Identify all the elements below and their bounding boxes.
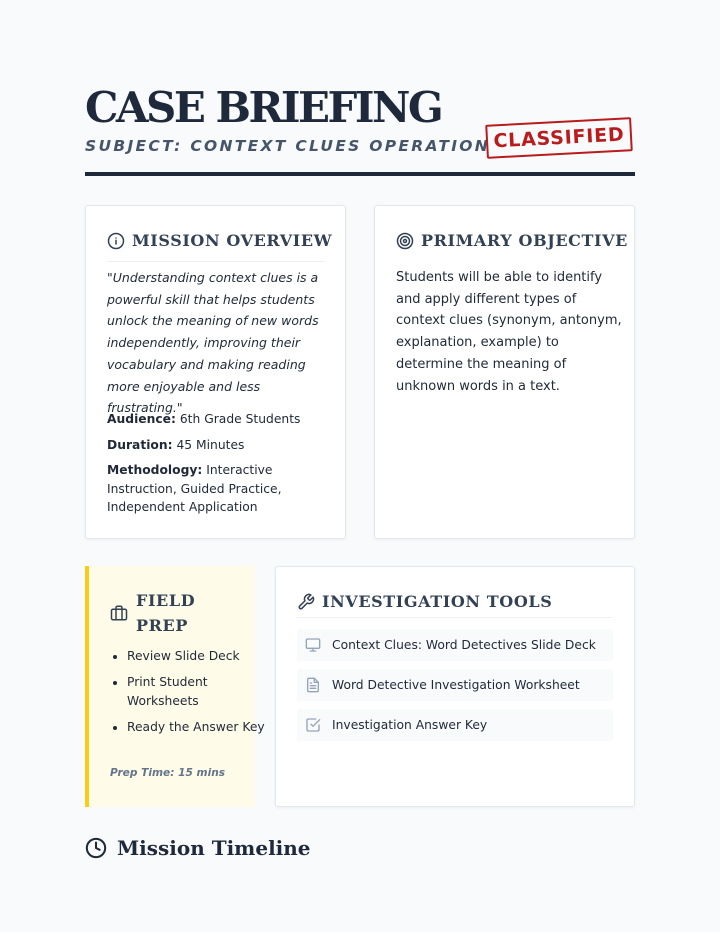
audience-line bbox=[107, 410, 332, 429]
monitor-icon bbox=[305, 637, 321, 653]
field-prep-card bbox=[85, 566, 265, 807]
primary-objective-card bbox=[374, 205, 635, 539]
briefcase-icon bbox=[110, 604, 128, 622]
duration-value: 45 Minutes bbox=[176, 438, 245, 452]
header-divider bbox=[85, 172, 635, 176]
methodology-label: Methodology: bbox=[107, 463, 203, 477]
clock-icon bbox=[85, 837, 107, 859]
classified-stamp: CLASSIFIED bbox=[485, 117, 633, 159]
methodology-line bbox=[107, 461, 332, 517]
methodology-value: Interactive Instruction, Guided Practice, Independent Application bbox=[107, 463, 282, 514]
document-icon bbox=[305, 677, 321, 693]
primary-objective-title: PRIMARY OBJECTIVE bbox=[421, 231, 628, 250]
tool-label: Context Clues: Word Detectives Slide Deck bbox=[332, 638, 596, 652]
mission-overview-heading bbox=[107, 231, 332, 250]
duration-line bbox=[107, 436, 332, 455]
audience-label: Audience: bbox=[107, 412, 176, 426]
page-title: CASE BRIEFING bbox=[85, 83, 442, 132]
heading-divider bbox=[297, 617, 613, 618]
tool-answer-key-link[interactable] bbox=[297, 709, 613, 741]
tool-slide-deck-link[interactable] bbox=[297, 629, 613, 661]
tool-label: Word Detective Investigation Worksheet bbox=[332, 678, 580, 692]
field-prep-title: FIELD PREP bbox=[136, 591, 196, 635]
wrench-icon bbox=[297, 593, 315, 611]
info-icon bbox=[107, 232, 125, 250]
investigation-tools-card bbox=[275, 566, 635, 807]
mission-overview-card bbox=[85, 205, 346, 539]
target-icon bbox=[396, 232, 414, 250]
list-item: • Review Slide Deck bbox=[127, 647, 267, 666]
investigation-tools-heading bbox=[297, 592, 552, 611]
audience-value: 6th Grade Students bbox=[179, 412, 301, 426]
mission-overview-title: MISSION OVERVIEW bbox=[132, 231, 333, 250]
mission-quote: "Understanding context clues is a powerful skill that helps students unlock the meaning of new words independently, improving their vocabulary and making reading more enjoyable and less frustrating." bbox=[107, 270, 319, 416]
field-prep-heading bbox=[110, 588, 206, 638]
investigation-tools-title: INVESTIGATION TOOLS bbox=[322, 592, 553, 611]
tool-worksheet-link[interactable] bbox=[297, 669, 613, 701]
mission-timeline-title: Mission Timeline bbox=[117, 836, 311, 860]
primary-objective-heading bbox=[396, 231, 628, 250]
duration-label: Duration: bbox=[107, 438, 173, 452]
tool-label: Investigation Answer Key bbox=[332, 718, 488, 732]
prep-time: Prep Time: 15 mins bbox=[110, 767, 226, 779]
objective-text: Students will be able to identify and apply different types of context clues (synonym, antonym, explanation, example) to determine the meaning of unknown words in a text. bbox=[396, 270, 622, 394]
case-briefing-page bbox=[85, 0, 635, 932]
header bbox=[85, 0, 635, 178]
prep-checklist bbox=[108, 647, 267, 744]
list-item: • Ready the Answer Key bbox=[127, 718, 267, 737]
checkbox-icon bbox=[305, 717, 321, 733]
list-item: • Print Student Worksheets bbox=[127, 673, 267, 710]
mission-timeline-heading bbox=[85, 836, 311, 860]
heading-divider bbox=[107, 261, 325, 262]
page-subtitle: SUBJECT: CONTEXT CLUES OPERATION bbox=[85, 137, 491, 155]
